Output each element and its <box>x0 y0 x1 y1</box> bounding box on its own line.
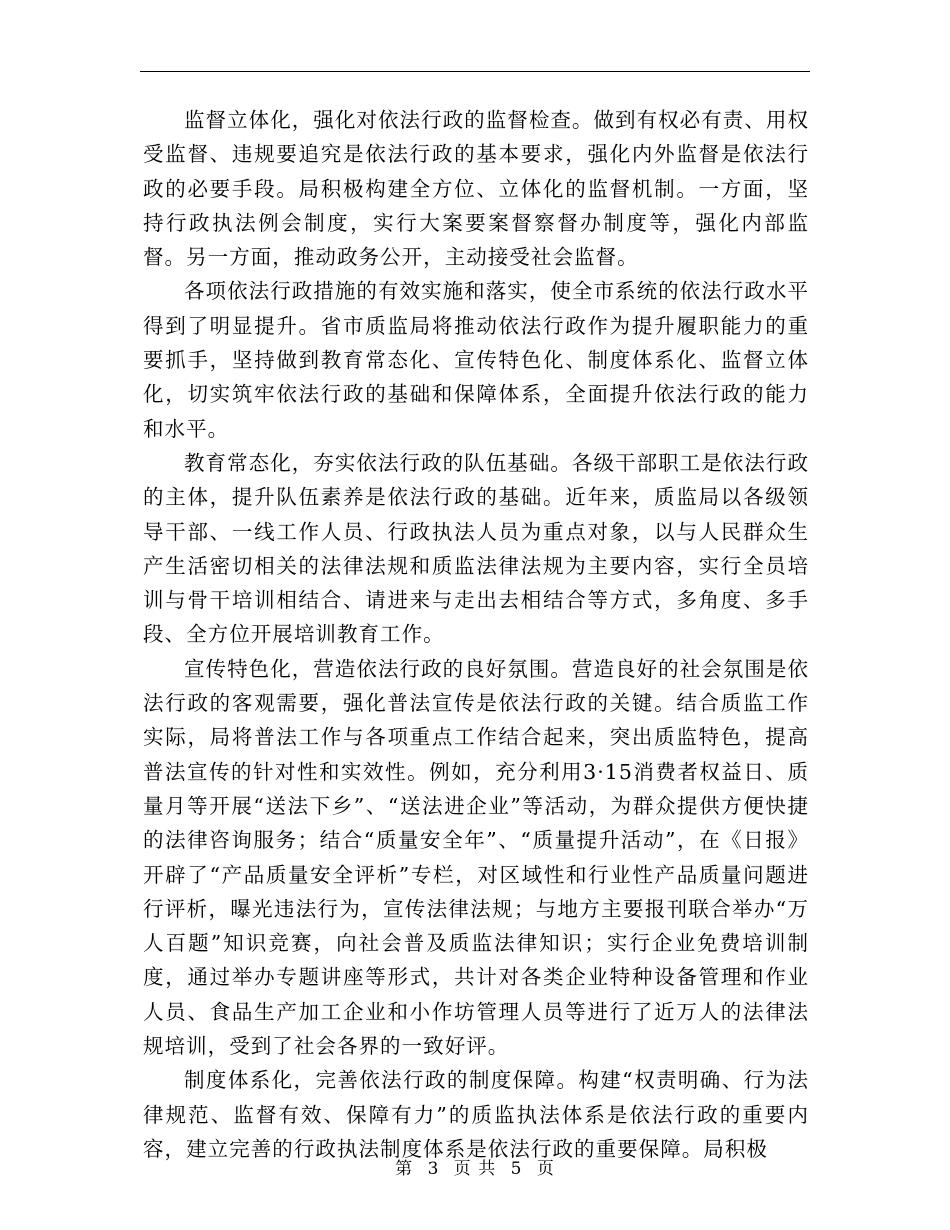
header-rule <box>140 71 810 72</box>
paragraph: 宣传特色化，营造依法行政的良好氛围。营造良好的社会氛围是依法行政的客观需要，强化普法宣传是依法行政的关键。结合质监工作实际，局将普法工作与各项重点工作结合起来，突出质监特色，提高普法宣传的针对性和实效性。例如，充分利用3·15消费者权益日、质量月等开展“送法下乡”、“送法进企业”等活动，为群众提供方便快捷的法律咨询服务；结合“质量安全年”、“质量提升活动”，在《日报》开辟了“产品质量安全评析”专栏，对区域性和行业性产品质量问题进行评析，曝光违法行为，宣传法律法规；与地方主要报刊联合举办“万人百题”知识竞赛，向社会普及质监法律知识；实行企业免费培训制度，通过举办专题讲座等形式，共计对各类企业特种设备管理和作业人员、食品生产加工企业和小作坊管理人员等进行了近万人的法律法规培训，受到了社会各界的一致好评。 <box>143 656 809 1059</box>
page-footer <box>0 1154 950 1179</box>
footer-prefix: 第 <box>395 1159 414 1179</box>
paragraph: 各项依法行政措施的有效实施和落实，使全市系统的依法行政水平得到了明显提升。省市质监局将推动依法行政作为提升履职能力的重要抓手，坚持做到教育常态化、宣传特色化、制度体系化、监督立体化，切实筑牢依法行政的基础和保障体系，全面提升依法行政的能力和水平。 <box>143 279 809 441</box>
paragraph: 监督立体化，强化对依法行政的监督检查。做到有权必有责、用权受监督、违规要追究是依法行政的基本要求，强化内外监督是依法行政的必要手段。局积极构建全方位、立体化的监督机制。一方面，坚持行政执法例会制度，实行大案要案督察督办制度等，强化内部监督。另一方面，推动政务公开，主动接受社会监督。 <box>143 108 809 270</box>
paragraph: 教育常态化，夯实依法行政的队伍基础。各级干部职工是依法行政的主体，提升队伍素养是依法行政的基础。近年来，质监局以各级领导干部、一线工作人员、行政执法人员为重点对象，以与人民群众生产生活密切相关的法律法规和质监法律法规为主要内容，实行全员培训与骨干培训相结合、请进来与走出去相结合等方式，多角度、多手段、全方位开展培训教育工作。 <box>143 450 809 647</box>
document-body <box>143 103 809 1166</box>
paragraph: 制度体系化，完善依法行政的制度保障。构建“权责明确、行为法律规范、监督有效、保障有力”的质监执法体系是依法行政的重要内容，建立完善的行政执法制度体系是依法行政的重要保障。局积极 <box>143 1068 809 1161</box>
page-number: 3 <box>427 1159 440 1179</box>
footer-middle: 页 共 <box>453 1159 497 1179</box>
total-pages: 5 <box>510 1159 523 1179</box>
footer-suffix: 页 <box>536 1159 555 1179</box>
